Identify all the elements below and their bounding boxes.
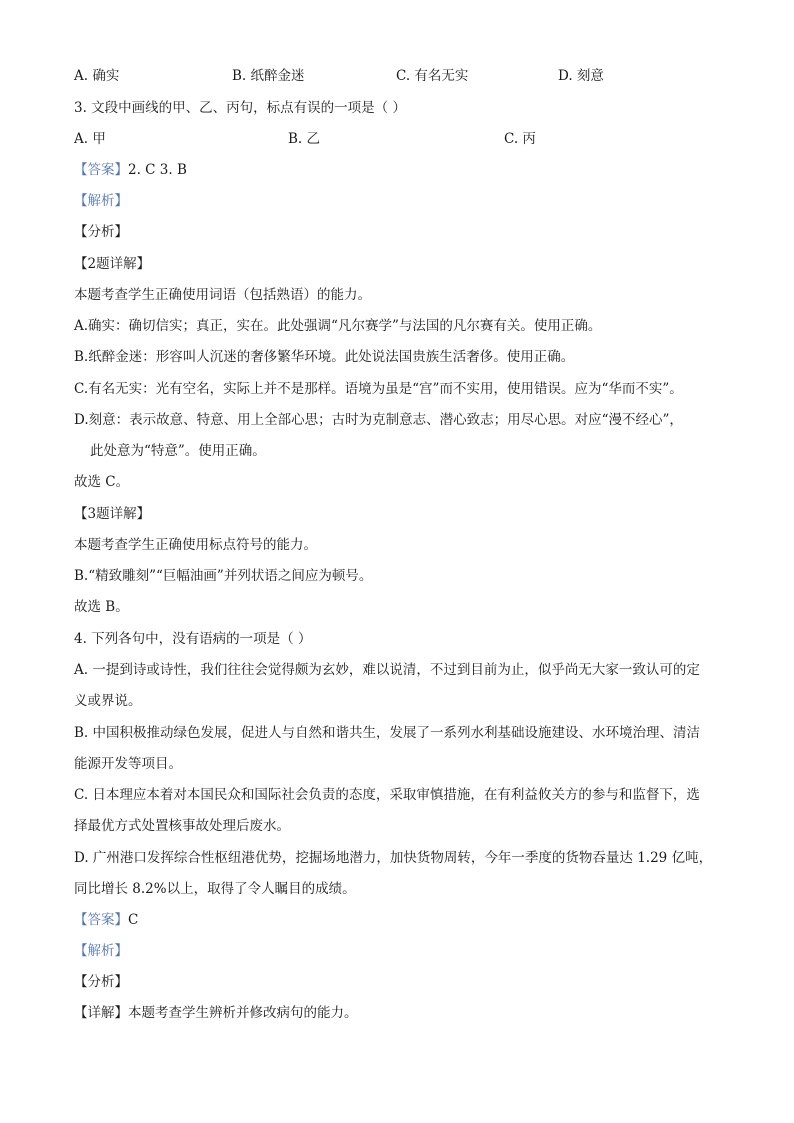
q2-detail-line: 本题考查学生正确使用词语（包括熟语）的能力。 <box>74 287 371 303</box>
q3-stem: 3. 文段中画线的甲、乙、丙句，标点有误的一项是（ ） <box>74 100 406 116</box>
q4-option-b: B. 中国积极推动绿色发展，促进人与自然和谐共生，发展了一系列水利基础设施建设、水环境治理、清洁 <box>74 725 701 741</box>
answer-tag: 【答案】 <box>74 162 128 178</box>
q4-option-b-cont: 能源开发等项目。 <box>74 756 182 772</box>
q4-option-a-cont: 义或界说。 <box>74 693 142 709</box>
analysis-heading: 【解析】 <box>74 193 128 209</box>
q2-detail-line: D.刻意：表示故意、特意、用上全部心思；古时为克制意志、潜心致志；用尽心思。对应“漫不经心”， <box>74 412 683 428</box>
q3-detail-line: 本题考查学生正确使用标点符号的能力。 <box>74 537 317 553</box>
answer-text: 2. C 3. B <box>128 162 187 178</box>
q3-detail-conclusion: 故选 B。 <box>74 599 129 615</box>
q4-stem: 4. 下列各句中，没有语病的一项是（ ） <box>74 631 312 647</box>
answer-4 <box>74 910 724 930</box>
q2-detail-conclusion: 故选 C。 <box>74 474 130 490</box>
q3-detail-line: B.“精致雕刻”“巨幅油画”并列状语之间应为顿号。 <box>74 568 373 584</box>
q3-detail-heading: 【3题详解】 <box>74 506 151 522</box>
q4-option-a: A. 一提到诗或诗性，我们往往会觉得颇为玄妙，难以说清，不过到目前为止，似乎尚无大家一致认可的定 <box>74 662 700 678</box>
q2-option-a: A. 确实 <box>74 68 120 84</box>
q2-detail-line: B.纸醉金迷：形容叫人沉迷的奢侈繁华环境。此处说法国贵族生活奢侈。使用正确。 <box>74 349 575 365</box>
q4-option-d-cont: 同比增长 8.2%以上，取得了令人瞩目的成绩。 <box>74 881 356 897</box>
q4-option-d: D. 广州港口发挥综合性枢纽港优势，挖掘场地潜力，加快货物周转，今年一季度的货物吞量达 1.29 亿吨， <box>74 850 713 866</box>
detail-text: 本题考查学生辨析并修改病句的能力。 <box>128 1005 358 1021</box>
detail-4 <box>74 1003 724 1023</box>
q4-option-c: C. 日本理应本着对本国民众和国际社会负责的态度，采取审慎措施，在有利益攸关方的参与和监督下，选 <box>74 787 700 803</box>
answer-text: C <box>128 912 139 928</box>
q3-option-c: C. 丙 <box>504 131 536 147</box>
q2-detail-line: 此处意为“特意”。使用正确。 <box>90 443 266 459</box>
q2-option-d: D. 刻意 <box>558 68 604 84</box>
q3-option-a: A. 甲 <box>74 131 106 147</box>
q2-option-b: B. 纸醉金迷 <box>232 68 305 84</box>
detail-tag: 【详解】 <box>74 1005 128 1021</box>
q2-detail-heading: 【2题详解】 <box>74 256 151 272</box>
analysis-heading: 【解析】 <box>74 943 128 959</box>
q2-option-c: C. 有名无实 <box>396 68 469 84</box>
answer-2-3 <box>74 160 724 180</box>
q2-detail-line: A.确实：确切信实；真正，实在。此处强调“凡尔赛学”与法国的凡尔赛有关。使用正确。 <box>74 318 602 334</box>
fenxi-heading: 【分析】 <box>74 974 128 990</box>
fenxi-heading: 【分析】 <box>74 224 128 240</box>
q3-option-b: B. 乙 <box>288 131 321 147</box>
q4-option-c-cont: 择最优方式处置核事故处理后废水。 <box>74 818 290 834</box>
q2-detail-line: C.有名无实：光有空名，实际上并不是那样。语境为虽是“宫”而不实用，使用错误。应为“华而不实”。 <box>74 381 683 397</box>
answer-tag: 【答案】 <box>74 912 128 928</box>
